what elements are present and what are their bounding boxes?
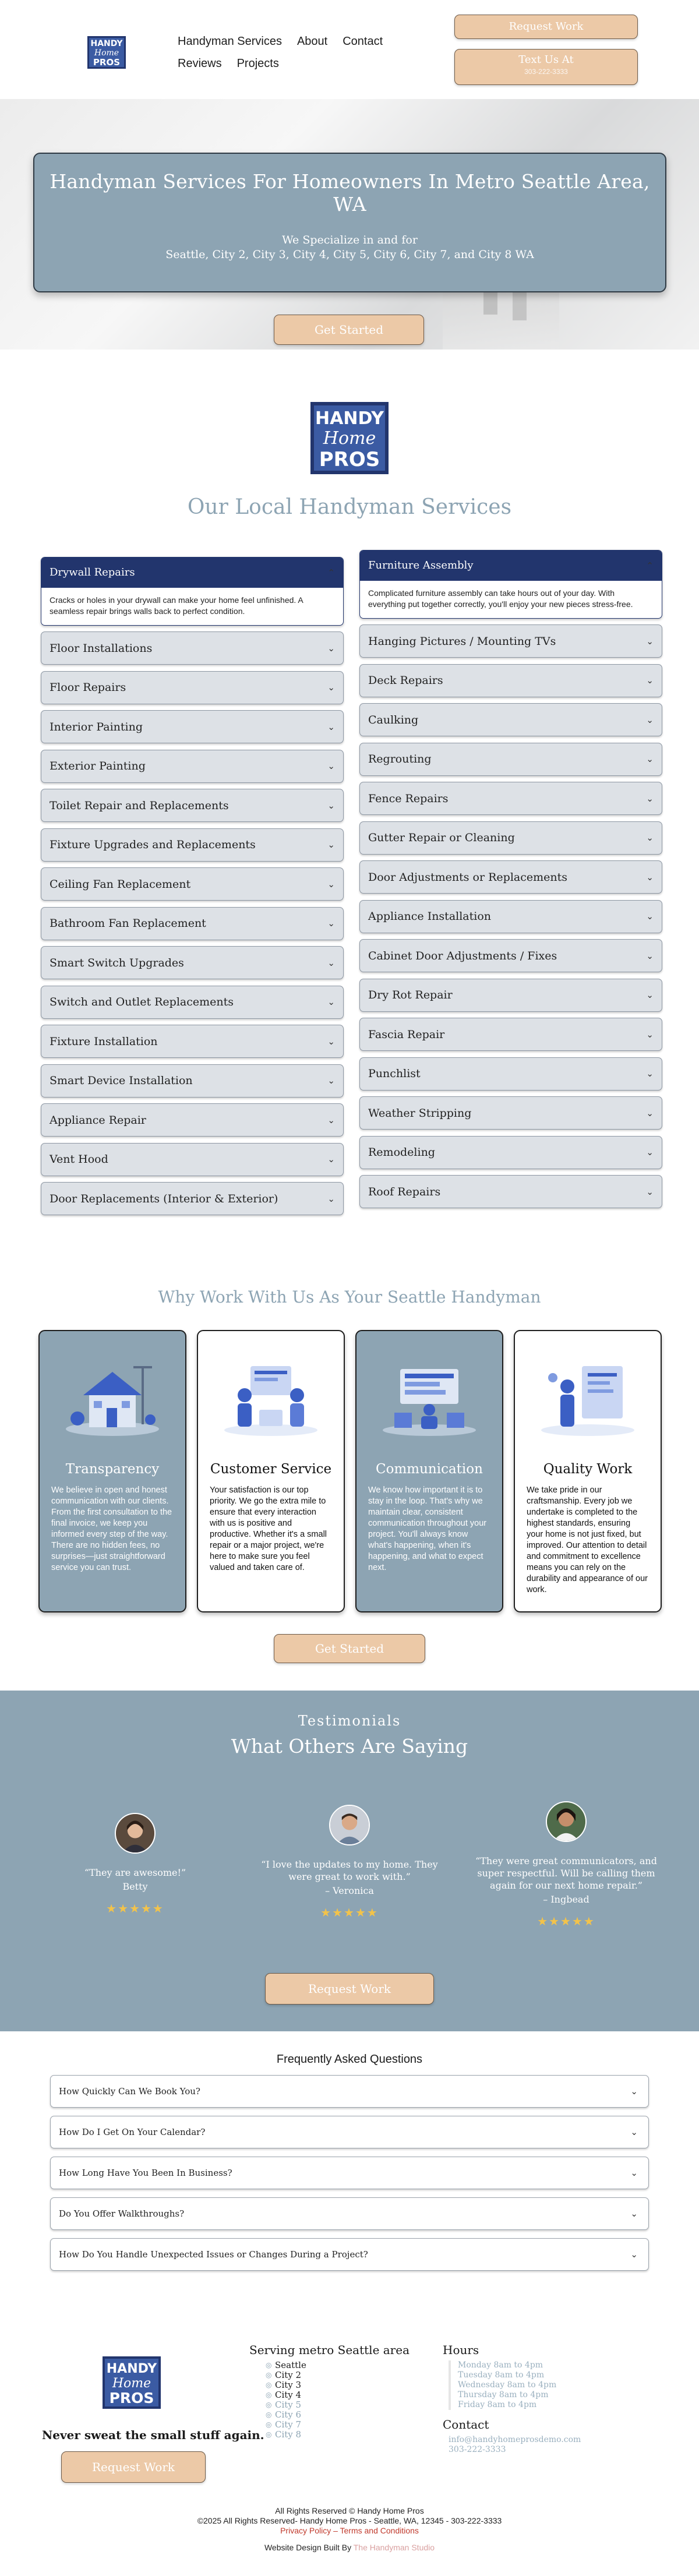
accordion-item-fixture-installation[interactable] xyxy=(41,1025,344,1058)
chevron-up-icon: ⌃ xyxy=(646,560,654,571)
serving-city xyxy=(266,2360,306,2370)
accordion-title: Regrouting xyxy=(368,753,432,765)
map-pin-icon: ◎ xyxy=(266,2381,272,2389)
customer-service-illustration-icon xyxy=(218,1354,323,1442)
testimonial-author: – Veronica xyxy=(325,1885,374,1896)
accordion-title: Door Adjustments or Replacements xyxy=(368,870,567,884)
hero-panel xyxy=(33,153,666,292)
chevron-up-icon: ⌃ xyxy=(327,567,335,578)
footer-logo[interactable] xyxy=(103,2356,161,2409)
logo-word-handy: HANDY xyxy=(106,2362,157,2376)
hours-row: Wednesday 8am to 4pm xyxy=(458,2380,557,2390)
faq-item[interactable] xyxy=(50,2157,649,2189)
logo-word-pros: PROS xyxy=(93,57,121,68)
chevron-down-icon: ⌄ xyxy=(646,636,654,647)
testimonials-eyebrow: Testimonials xyxy=(298,1713,401,1729)
footer-tagline: Never sweat the small stuff again. xyxy=(42,2428,264,2442)
accordion-title: Appliance Installation xyxy=(368,910,492,923)
why-card-title: Quality Work xyxy=(543,1462,633,1477)
site-header xyxy=(0,0,699,99)
credit-brand-link[interactable]: The Handyman Studio xyxy=(353,2543,435,2552)
serving-area-title: Serving metro Seattle area xyxy=(249,2343,409,2357)
accordion-header[interactable] xyxy=(360,551,662,581)
chevron-down-icon: ⌄ xyxy=(327,1075,335,1086)
hours-row: Tuesday 8am to 4pm xyxy=(458,2370,545,2380)
rights-text: All Rights Reserved © Handy Home Pros xyxy=(275,2506,424,2515)
testimonials-title: What Others Are Saying xyxy=(231,1735,468,1758)
contact-details xyxy=(449,2435,581,2455)
accordion-title: Floor Installations xyxy=(50,641,153,655)
faq-question: How Do You Handle Unexpected Issues or Changes During a Project? xyxy=(59,2249,368,2260)
house-illustration-icon xyxy=(60,1354,165,1442)
serving-city xyxy=(266,2430,306,2440)
chevron-down-icon: ⌄ xyxy=(327,800,335,811)
chevron-down-icon: ⌄ xyxy=(327,1154,335,1165)
accordion-title: Fixture Installation xyxy=(50,1035,158,1048)
accordion-title: Caulking xyxy=(368,713,419,726)
hero-title: Handyman Services For Homeowners In Metro Seattle Area, WA xyxy=(50,170,650,216)
faq-item[interactable] xyxy=(50,2116,649,2148)
chevron-down-icon: ⌄ xyxy=(630,2086,638,2097)
testimonial-card xyxy=(473,1801,659,1928)
star-rating-icon: ★★★★★ xyxy=(106,1901,164,1915)
communication-illustration-icon xyxy=(377,1354,482,1442)
accordion-title: Smart Device Installation xyxy=(50,1074,193,1087)
why-card-title: Communication xyxy=(376,1462,483,1477)
chevron-down-icon: ⌄ xyxy=(327,643,335,654)
accordion-item-gutter-repair-or-cleaning[interactable] xyxy=(359,821,662,855)
hours-row: Monday 8am to 4pm xyxy=(458,2360,543,2370)
faq-title: Frequently Asked Questions xyxy=(276,2053,423,2066)
chevron-down-icon: ⌄ xyxy=(646,990,654,1000)
hero-section xyxy=(0,99,699,350)
accordion-title: Ceiling Fan Replacement xyxy=(50,877,191,891)
accordion-body: Complicated furniture assembly can take hours out of your day. With everything put together correctly, you'll enjoy your new pieces stress-free. xyxy=(368,588,633,609)
chevron-down-icon: ⌄ xyxy=(646,754,654,764)
accordion-item-roof-repairs[interactable] xyxy=(359,1175,662,1208)
nav-link-about[interactable]: About xyxy=(296,35,328,48)
why-card-communication xyxy=(355,1330,503,1612)
chevron-down-icon: ⌄ xyxy=(327,997,335,1007)
copyright-block xyxy=(0,2506,699,2553)
chevron-down-icon: ⌄ xyxy=(646,911,654,922)
hours-list xyxy=(449,2360,556,2410)
faq-item[interactable] xyxy=(50,2075,649,2108)
faq-question: How Quickly Can We Book You? xyxy=(59,2086,200,2097)
accordion-title: Fascia Repair xyxy=(368,1028,445,1041)
nav-row-1 xyxy=(178,30,383,52)
faq-list xyxy=(50,2075,649,2279)
chevron-down-icon: ⌄ xyxy=(630,2127,638,2137)
serving-city xyxy=(266,2410,306,2420)
accordion-title: Drywall Repairs xyxy=(50,566,135,578)
accordion-item-punchlist[interactable] xyxy=(359,1057,662,1091)
accordion-item-caulking[interactable] xyxy=(359,703,662,736)
services-left-list xyxy=(41,631,344,1215)
why-card-title: Customer Service xyxy=(210,1462,332,1477)
credit-prefix: Website Design Built By xyxy=(264,2543,352,2552)
chevron-down-icon: ⌄ xyxy=(646,1186,654,1197)
chevron-down-icon: ⌄ xyxy=(327,839,335,850)
chevron-down-icon: ⌄ xyxy=(327,957,335,968)
hours-title: Hours xyxy=(443,2343,479,2357)
chevron-down-icon: ⌄ xyxy=(646,950,654,961)
avatar xyxy=(115,1813,156,1854)
contact-email-link[interactable]: info@handyhomeprosdemo.com xyxy=(449,2435,581,2444)
accordion-item-open[interactable] xyxy=(41,557,344,626)
main-nav xyxy=(178,30,383,75)
accordion-item-floor-installations[interactable] xyxy=(41,631,344,665)
accordion-item-toilet-repair-and-replacements[interactable] xyxy=(41,789,344,822)
testimonial-card xyxy=(256,1805,443,1919)
accordion-item-floor-repairs[interactable] xyxy=(41,671,344,704)
serving-city-label: City 5 xyxy=(275,2399,302,2410)
why-card-text: Your satisfaction is our top priority. We go the extra mile to ensure that every interaction with us is positive and productive. Whether it's a small repair or a major project, we're here to make sure you feel valued and taken care of. xyxy=(210,1485,327,1572)
accordion-item-remodeling[interactable] xyxy=(359,1136,662,1169)
chevron-down-icon: ⌄ xyxy=(646,1147,654,1158)
accordion-item-bathroom-fan-replacement[interactable] xyxy=(41,907,344,940)
why-card-transparency xyxy=(38,1330,186,1612)
why-card-title: Transparency xyxy=(65,1462,160,1477)
testimonial-author: Betty xyxy=(122,1881,148,1892)
accordion-item-weather-stripping[interactable] xyxy=(359,1096,662,1130)
nav-link-projects[interactable]: Projects xyxy=(236,57,279,70)
text-us-label: Text Us At xyxy=(518,54,574,66)
accordion-title: Interior Painting xyxy=(50,720,143,733)
accordion-item-exterior-painting[interactable] xyxy=(41,750,344,783)
why-title: Why Work With Us As Your Seattle Handyman xyxy=(158,1287,541,1307)
accordion-item-ceiling-fan-replacement[interactable] xyxy=(41,867,344,901)
legal-text: ©2025 All Rights Reserved- Handy Home Pros - Seattle, WA, 12345 - 303-222-3333 xyxy=(197,2516,502,2525)
logo-word-home: Home xyxy=(112,2376,151,2391)
why-card-quality-work xyxy=(514,1330,662,1612)
quality-work-illustration-icon xyxy=(535,1354,640,1442)
chevron-down-icon: ⌄ xyxy=(327,1036,335,1047)
accordion-item-open[interactable] xyxy=(359,550,662,619)
chevron-down-icon: ⌄ xyxy=(646,871,654,883)
accordion-title: Appliance Repair xyxy=(50,1113,146,1127)
faq-item[interactable] xyxy=(50,2238,649,2271)
accordion-title: Fixture Upgrades and Replacements xyxy=(50,838,256,851)
accordion-body: Cracks or holes in your drywall can make your home feel unfinished. A seamless repair brings walls back to perfect condition. xyxy=(50,595,303,616)
accordion-item-interior-painting[interactable] xyxy=(41,710,344,743)
logo-word-home: Home xyxy=(94,48,119,58)
avatar xyxy=(329,1805,370,1845)
serving-city-label: City 8 xyxy=(275,2429,302,2440)
map-pin-icon: ◎ xyxy=(266,2420,272,2429)
services-logo xyxy=(310,402,389,474)
accordion-title: Floor Repairs xyxy=(50,681,126,694)
chevron-down-icon: ⌄ xyxy=(646,832,654,843)
logo-word-home: Home xyxy=(323,428,376,449)
site-logo[interactable] xyxy=(87,36,126,69)
hours-row: Thursday 8am to 4pm xyxy=(458,2390,549,2399)
chevron-down-icon: ⌄ xyxy=(630,2208,638,2219)
chevron-down-icon: ⌄ xyxy=(630,2168,638,2178)
map-pin-icon: ◎ xyxy=(266,2401,272,2409)
accordion-title: Dry Rot Repair xyxy=(368,989,453,1001)
testimonials-section xyxy=(0,1691,699,2031)
accordion-item-door-adjustments-or-replacements[interactable] xyxy=(359,860,662,894)
testimonials-request-work-button[interactable]: Request Work xyxy=(265,1973,434,2005)
accordion-title: Exterior Painting xyxy=(50,760,146,772)
logo-word-pros: PROS xyxy=(319,448,380,471)
serving-city xyxy=(266,2400,306,2410)
accordion-title: Weather Stripping xyxy=(368,1106,472,1120)
star-rating-icon: ★★★★★ xyxy=(537,1914,595,1928)
chevron-down-icon: ⌄ xyxy=(327,878,335,890)
why-card-text: We believe in open and honest communication with our clients. From the first consultation to the final invoice, we keep you informed every step of the way. There are no hidden fees, no surprises—just straightforward service you can trust. xyxy=(51,1485,172,1572)
serving-city-label: City 4 xyxy=(275,2390,302,2400)
map-pin-icon: ◎ xyxy=(266,2411,272,2419)
policy-links[interactable]: Privacy Policy – Terms and Conditions xyxy=(280,2526,419,2535)
serving-city xyxy=(266,2420,306,2430)
avatar xyxy=(546,1801,587,1842)
chevron-down-icon: ⌄ xyxy=(327,721,335,732)
services-title: Our Local Handyman Services xyxy=(187,495,512,519)
accordion-item-appliance-repair[interactable] xyxy=(41,1103,344,1137)
accordion-title: Toilet Repair and Replacements xyxy=(50,799,229,812)
chevron-down-icon: ⌄ xyxy=(630,2249,638,2260)
accordion-item-door-replacements-interior-exterior[interactable] xyxy=(41,1182,344,1215)
testimonial-card xyxy=(42,1813,228,1915)
map-pin-icon: ◎ xyxy=(266,2361,272,2369)
accordion-title: Furniture Assembly xyxy=(368,559,474,571)
accordion-title: Roof Repairs xyxy=(368,1185,441,1198)
nav-row-2 xyxy=(178,52,383,75)
accordion-item-smart-device-installation[interactable] xyxy=(41,1064,344,1098)
chevron-down-icon: ⌄ xyxy=(327,761,335,771)
serving-city-label: City 2 xyxy=(275,2370,302,2380)
hero-subtitle-line-2: Seattle, City 2, City 3, City 4, City 5, City 6, City 7, and City 8 WA xyxy=(165,248,534,261)
faq-question: Do You Offer Walkthroughs? xyxy=(59,2208,185,2219)
logo-word-pros: PROS xyxy=(109,2390,154,2406)
why-card-text: We know how important it is to stay in the loop. That's why we maintain clear, consistent communication throughout your project. You'll always know what's happening, when it's happening, and what to expect next. xyxy=(368,1485,487,1572)
accordion-item-smart-switch-upgrades[interactable] xyxy=(41,946,344,979)
hero-subtitle xyxy=(34,233,665,262)
accordion-item-deck-repairs[interactable] xyxy=(359,664,662,697)
accordion-item-appliance-installation[interactable] xyxy=(359,900,662,933)
chevron-down-icon: ⌄ xyxy=(327,918,335,929)
accordion-title: Switch and Outlet Replacements xyxy=(50,996,234,1008)
header-text-us-button[interactable] xyxy=(454,49,638,85)
map-pin-icon: ◎ xyxy=(266,2371,272,2379)
accordion-title: Hanging Pictures / Mounting TVs xyxy=(368,634,556,648)
header-request-work-button[interactable]: Request Work xyxy=(454,15,638,39)
accordion-item-fence-repairs[interactable] xyxy=(359,782,662,815)
contact-title: Contact xyxy=(443,2418,489,2432)
why-get-started-button[interactable]: Get Started xyxy=(274,1634,425,1663)
nav-link-contact[interactable]: Contact xyxy=(343,35,383,48)
faq-item[interactable] xyxy=(50,2197,649,2230)
serving-city xyxy=(266,2380,306,2390)
logo-word-handy: HANDY xyxy=(315,408,384,429)
contact-phone-link[interactable]: 303-222-3333 xyxy=(449,2445,506,2454)
serving-city-label: City 7 xyxy=(275,2419,302,2430)
serving-city-label: City 3 xyxy=(275,2380,302,2390)
footer-request-work-button[interactable]: Request Work xyxy=(61,2451,206,2483)
serving-area-list xyxy=(266,2360,306,2440)
chevron-down-icon: ⌄ xyxy=(646,1107,654,1118)
accordion-title: Fence Repairs xyxy=(368,792,449,805)
chevron-down-icon: ⌄ xyxy=(327,682,335,693)
chevron-down-icon: ⌄ xyxy=(646,1068,654,1079)
chevron-down-icon: ⌄ xyxy=(646,1029,654,1040)
accordion-title: Bathroom Fan Replacement xyxy=(50,917,206,930)
services-right-list xyxy=(359,624,662,1208)
accordion-item-fixture-upgrades-and-replacements[interactable] xyxy=(41,828,344,862)
accordion-title: Door Replacements (Interior & Exterior) xyxy=(50,1192,278,1205)
text-us-number: 303-222-3333 xyxy=(524,68,568,76)
why-cards xyxy=(38,1330,662,1612)
services-accordion-right xyxy=(359,550,662,1215)
accordion-title: Vent Hood xyxy=(50,1153,108,1166)
hero-subtitle-line-1: We Specialize in and for xyxy=(282,234,418,246)
serving-city xyxy=(266,2370,306,2380)
faq-question: How Long Have You Been In Business? xyxy=(59,2168,232,2178)
chevron-down-icon: ⌄ xyxy=(646,793,654,804)
serving-city-label: City 6 xyxy=(275,2409,302,2420)
testimonial-quote: “They were great communicators, and super respectful. Will be calling them again for our next home repair.” xyxy=(475,1855,657,1891)
accordion-item-regrouting[interactable] xyxy=(359,743,662,776)
accordion-title: Punchlist xyxy=(368,1067,421,1080)
chevron-down-icon: ⌄ xyxy=(327,1193,335,1204)
nav-link-handyman-services[interactable]: Handyman Services xyxy=(178,35,282,48)
hours-row: Friday 8am to 4pm xyxy=(458,2400,537,2409)
serving-city xyxy=(266,2390,306,2400)
faq-question: How Do I Get On Your Calendar? xyxy=(59,2127,206,2137)
design-credit xyxy=(0,2543,699,2553)
testimonial-quote: “I love the updates to my home. They were great to work with.” xyxy=(261,1859,438,1882)
chevron-down-icon: ⌄ xyxy=(646,714,654,725)
map-pin-icon: ◎ xyxy=(266,2430,272,2439)
chevron-down-icon: ⌄ xyxy=(646,675,654,686)
services-accordion-left xyxy=(41,557,344,1222)
accordion-header[interactable] xyxy=(41,557,343,588)
star-rating-icon: ★★★★★ xyxy=(320,1905,379,1919)
chevron-down-icon: ⌄ xyxy=(327,1114,335,1125)
accordion-item-hanging-pictures-mounting-tvs[interactable] xyxy=(359,624,662,658)
accordion-item-vent-hood[interactable] xyxy=(41,1143,344,1176)
accordion-item-switch-and-outlet-replacements[interactable] xyxy=(41,986,344,1019)
why-card-customer-service xyxy=(197,1330,345,1612)
accordion-title: Gutter Repair or Cleaning xyxy=(368,831,515,844)
hero-get-started-button[interactable]: Get Started xyxy=(274,315,424,345)
accordion-title: Remodeling xyxy=(368,1146,435,1159)
logo-word-handy: HANDY xyxy=(90,39,123,48)
accordion-item-dry-rot-repair[interactable] xyxy=(359,979,662,1012)
accordion-title: Cabinet Door Adjustments / Fixes xyxy=(368,949,557,962)
why-card-text: We take pride in our craftsmanship. Every job we undertake is completed to the highest standards, ensuring your home is not just fixed, but improved. Our attention to detail and commitment to excellence means you can rely on the durability and appearance of our work. xyxy=(527,1485,648,1594)
testimonial-author: – Ingbead xyxy=(543,1894,589,1905)
nav-link-reviews[interactable]: Reviews xyxy=(178,57,222,70)
serving-city-label: Seattle xyxy=(275,2360,306,2370)
accordion-item-cabinet-door-adjustments-fixes[interactable] xyxy=(359,939,662,972)
accordion-title: Deck Repairs xyxy=(368,674,443,687)
accordion-item-fascia-repair[interactable] xyxy=(359,1018,662,1051)
testimonial-quote: “They are awesome!” xyxy=(84,1867,186,1878)
accordion-title: Smart Switch Upgrades xyxy=(50,956,184,969)
map-pin-icon: ◎ xyxy=(266,2391,272,2399)
